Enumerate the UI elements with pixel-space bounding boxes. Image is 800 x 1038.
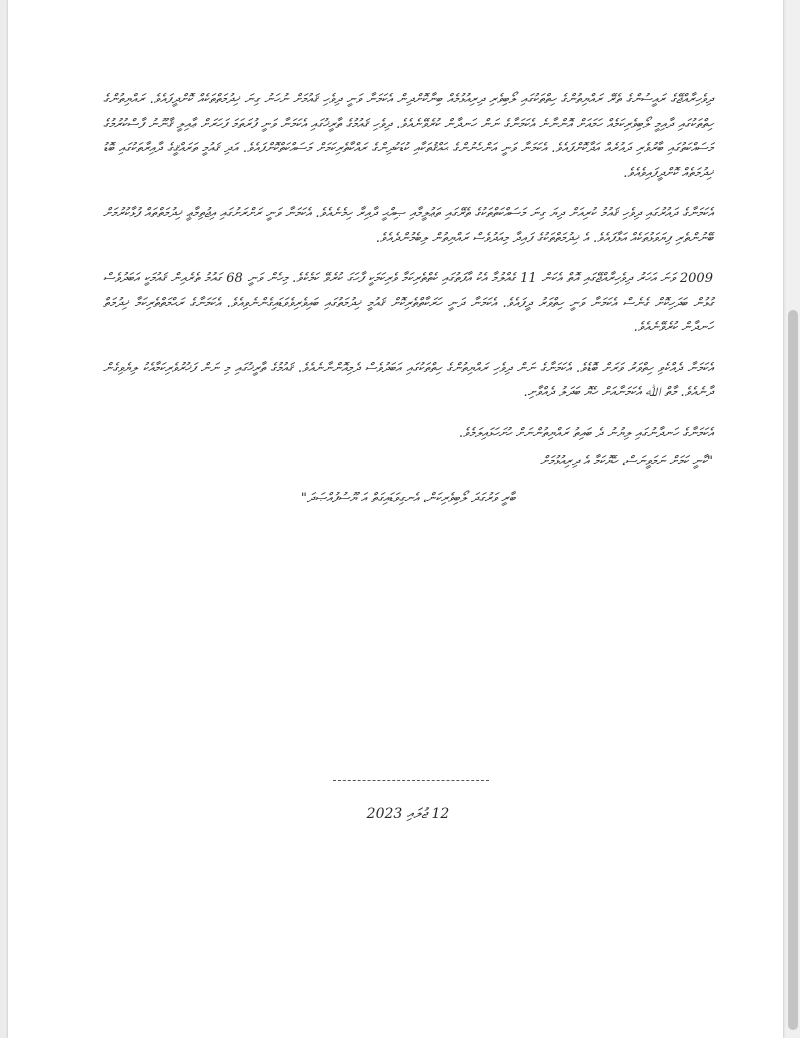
paragraph-3: 2009 ވަނަ އަހަރު ދިވެހިރާއްޖޭގައި އޮތް އެކަން 11 ގެއްލުމާ އެކު އާފަތުގައި ކެތްތެރިކަމާ ވެރިކަމަކީ ފާހަގަ ކުރެވޭ ކަމެކެވެ. މިހެން ވަނީ 68 ގައުމު ތެރެއިން ޤައުމަކީ އަބަދުވެސް ގުޅުން ބަދަހިކޮށް ގެނެސް އެކަމަނާ ވަނީ ހިތްވަރު ދީފައެވެ. އެކަމަނާ ދަނީ ހަރަކާތްތެރިކޮށް ޤައުމީ ޚިދުމަތުގައި ބައިވެރިވެވަޑައިގެންނެވިއެވެ. އެކަމަނާގެ ރަޙްމަތްތެރިކަމާ ޚިދުމަތް ހަނދާން ކުރެވޭނެއެވެ.: [103, 271, 713, 335]
document-page: [8, 0, 783, 1038]
quote-line-2: ބާރީ ވަރުގަދަ ލޯބިވެރިކަން، އެނގިވަޑައިގަތް އަ ޔޫސުފުއްޞަދަ": [300, 490, 516, 506]
letter-body: [103, 88, 713, 511]
closing-line: އެކަމަނާގެ ހަނދާނުގައި ލިޔުނު ދެ ބައިތު ރައްޔިތުންނަށް ހުށަހަޅައިލަމެވެ.: [458, 425, 713, 441]
signature-line: [333, 780, 489, 781]
paragraph-1: ދިވެހިރާއްޖޭގެ ރައީސުންގެ ތެރޭ ރައްޔިތުންގެ ހިތްތަކުގައި ލޯބިވެރި ދިރިއުޅުމެއް ބިނާކޮށްދިން އެކަމަނާ ވަނީ ދިވެހި ޤައުމަށް ނުހަނު ގިނަ ޚިދުމަތްތަކެއް ކޮށްދީފައެވެ. ރައްޔިތުންގެ ހިތްތަކުގައި ދާއިމީ ލޯބިވެރިކަމެއް ހަމައަށް އޮންނާނެ އެކަމަނާގެ ނަން ހަނދާން ކުރެވޭނެއެވެ. ދިވެހި ޤައުމުގެ ތާރީޚުގައި އެކަމަނާ ވަނީ ފުރަތަމަ ފަހަރަށް ޢާއިލީ ޤާނޫނު ފާސްކުރުމުގެ މަސައްކަތުގައި ބާރުވެރި ދައުރެއް އަދާކޮށްފައެވެ. އެކަމަނާ ވަނީ އަންހެނުންގެ ޙައްޤުތަކާއި ކުޑަކުދިންގެ ރައްކާތެރިކަމަށް މަސައްކަތްކޮށްފައެވެ. އަދި ޤައުމީ ތަރައްޤީގެ ދާއިރާތަކުގައި ބޮޑު ޚިދުމަތެއް ކޮށްދީފައިވެއެވެ.: [103, 92, 713, 181]
paragraph-2: އެކަމަނާގެ ދައުރުގައި ދިވެހި ޤައުމު ކުރިއަށް ދިޔަ ގިނަ މަސައްކަތްތަކުގެ ތެރޭގައި ތަޢުލީމާއި ޞިއްޙީ ދާއިރާ ހިމެނެއެވެ. އެކަމަނާ ވަނީ ރަށްރަށުގައި އިޖުތިމާޢީ ޚިދުމަތްތައް ފުޅާކުރުމަށް ބޭނުންތެރި ފިޔަވަޅުތަކެއް އަޅާފައެވެ. އެ ޚިދުމަތްތަކުގެ ފައިދާ މިއަދުވެސް ރައްޔިތުން ލިބެމުންދެއެވެ.: [103, 206, 713, 246]
quote-line-1: "ކާނީ ކަމަށް ނަމަވީނަސް، ހެޔޮކަމާ އެ ދިރިއުޅުމަށް: [540, 454, 713, 469]
scrollbar-thumb[interactable]: [788, 310, 798, 1030]
vertical-scrollbar[interactable]: [786, 0, 800, 1038]
document-date: 12 ޖުލައި 2023: [366, 806, 450, 822]
paragraph-4: އެކަމަނާ ދެއްކެވި ހިތްވަރު ވަރަށް ބޮޑެވެ. އެކަމަނާގެ ނަން ދިވެހި ރައްޔިތުންގެ ހިތްތަކުގައި އަބަދުވެސް ދެމިއޮންނާނެއެވެ. ޤައުމުގެ ތާރީޚުގައި މި ނަން ފަޚުރުވެރިކަމާއެކު ލިޔެވިގެން ދާނެއެވެ. މާތް ﷲ އެކަމަނާއަށް ހެޔޮ ބަދަލު ދެއްވާށި.: [103, 360, 713, 400]
